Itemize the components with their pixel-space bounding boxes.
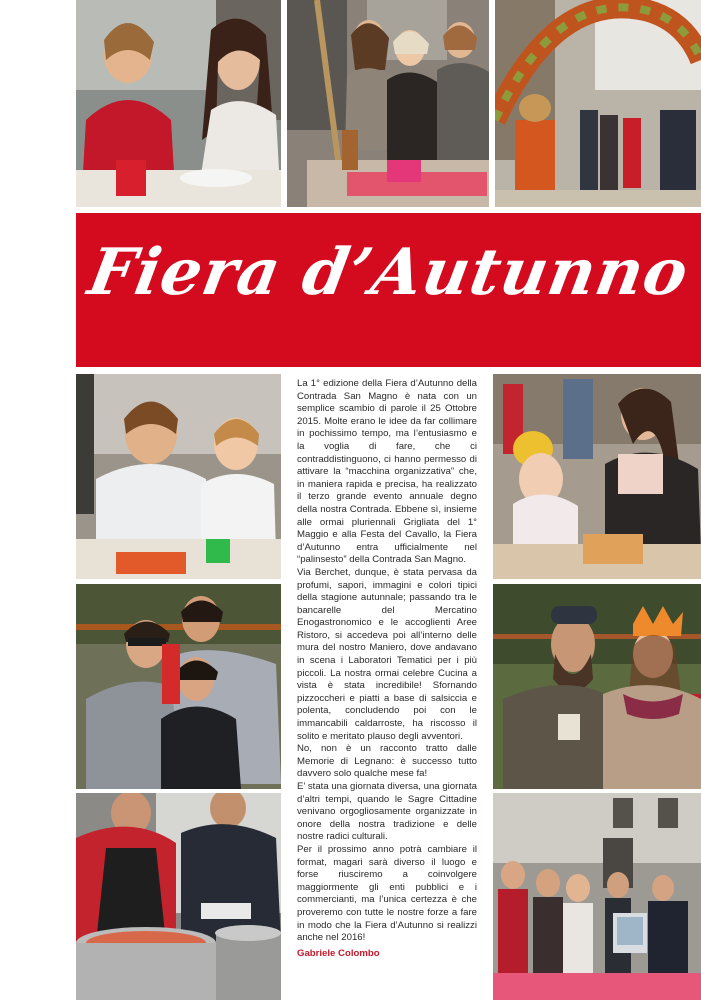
photo-autumn-entrance: [495, 0, 701, 207]
article-paragraph: Per il prossimo anno potrà cambiare il format, magari sarà diverso il luogo e forse riusciremo a coinvolgere maggiormente gli enti pubblici e i commercianti, ma l’unica certezza è che proveremo con tutte le nostre forze a fare in modo che la Fiera d’Autunno si realizzi anche nel 2016!: [297, 843, 477, 944]
article-body: [297, 378, 477, 960]
photo-kitchen-cooks: [76, 793, 281, 1000]
photo-street-crowd: [493, 793, 701, 1000]
page-title: Fiera d’Autunno: [82, 235, 695, 310]
title-banner: [76, 213, 701, 367]
photo-child-crafts: [493, 374, 701, 579]
article-paragraph: No, non è un racconto tratto dalle Memorie di Legnano: è successo tutto davvero solo qualche mese fa!: [297, 743, 477, 780]
article-paragraph: E’ stata una giornata diversa, una giornata d’altri tempi, quando le Sagre Cittadine venivano orgogliosamente organizzate in onore della nostra tradizione e delle nostre radici culturali.: [297, 781, 477, 843]
photo-children-workshop: [76, 374, 281, 579]
photo-couple-crown: [493, 584, 701, 789]
photo-women-market-stand: [287, 0, 489, 207]
photo-young-men: [76, 584, 281, 789]
article-paragraph: La 1° edizione della Fiera d’Autunno della Contrada San Magno è nata con un semplice scambio di parole il 25 Ottobre 2015. Molte erano le idee da far collimare in pochissimo tempo, ma l’entusiasmo e la voglia di fare, che ci contraddistinguono, ci hanno permesso di attivare la “macchina organizzativa” che, in maniera rapida e precisa, ha realizzato il terzo grande evento annuale degno della nostra Contrada. Ebbene sì, insieme alle ormai pluriennali Grigliata del 1° Maggio e alla Festa del Cavallo, la Fiera d’Autunno entra ufficialmente nel “palinsesto” della Contrada San Magno.: [297, 378, 477, 566]
article-paragraph: Via Berchet, dunque, è stata pervasa da profumi, sapori, immagini e colori tipici della stagione autunnale; passando tra le bancarelle del Mercatino Enogastronomico e le accoglienti Aree Ristoro, si accedeva poi all’interno delle mura del nostro Maniero, dove andavano in scena i Laboratori Tematici per i più piccoli. La nostra ormai celebre Cucina a vista è stata incredibile! Sfornando pizzoccheri e piatti a base di salsiccia e polenta, concludendo poi con le immancabili caldarroste, ha riscosso il solito e meritato plauso degli avventori.: [297, 566, 477, 742]
photo-child-painting: [76, 0, 281, 207]
article-author: Gabriele Colombo: [297, 947, 380, 959]
